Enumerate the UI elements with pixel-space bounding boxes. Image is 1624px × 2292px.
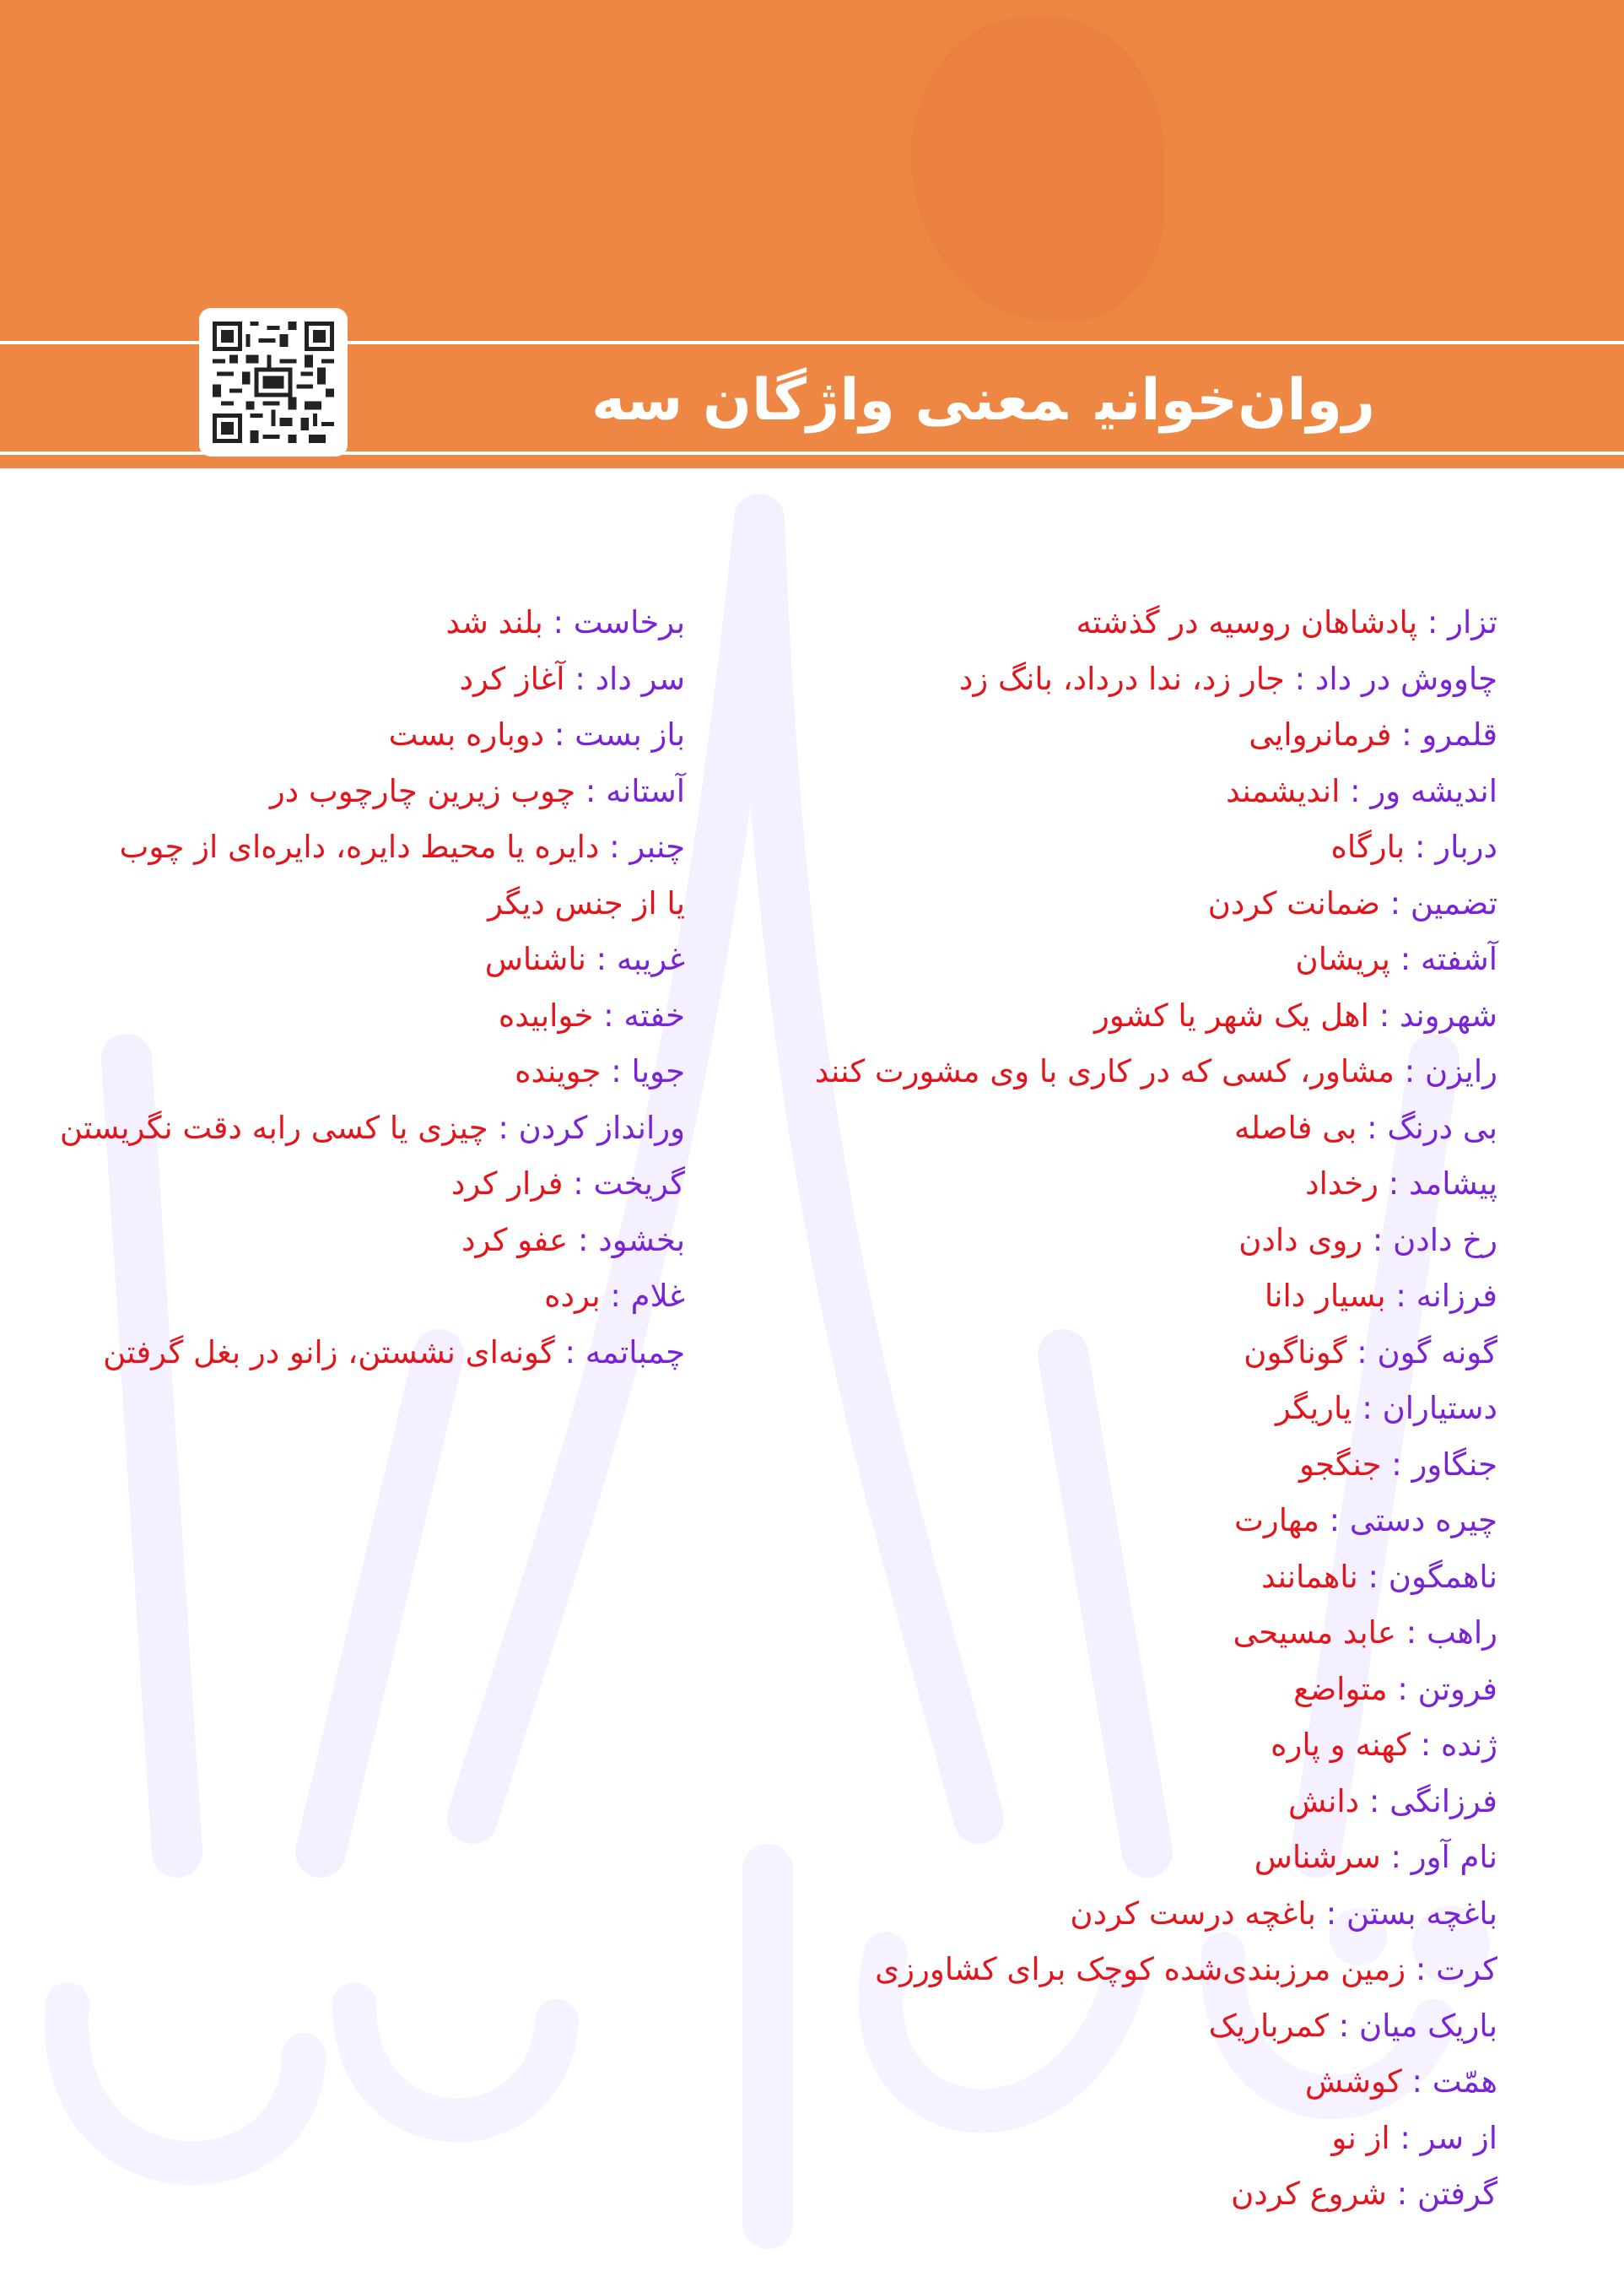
vocabulary-entry — [654, 1942, 1497, 1998]
term-separator: : — [1340, 772, 1371, 809]
vocabulary-definition: مشاور، کسی که در کاری با وی مشورت کنند — [814, 1053, 1395, 1089]
vocabulary-term: ناهمگون — [1388, 1558, 1497, 1595]
vocabulary-term: فرزانه — [1416, 1278, 1497, 1314]
term-separator: : — [488, 1109, 519, 1146]
vocabulary-entry — [10, 1325, 685, 1381]
term-separator: : — [1284, 660, 1315, 697]
vocabulary-column-right — [654, 595, 1497, 2223]
vocabulary-term: پیشامد — [1409, 1165, 1497, 1202]
term-separator: : — [1328, 2007, 1359, 2044]
term-separator: : — [1396, 1614, 1427, 1651]
vocabulary-entry — [10, 932, 685, 988]
vocabulary-definition: کهنه و پاره — [1271, 1727, 1411, 1763]
vocabulary-term: چیره دستی — [1349, 1502, 1497, 1538]
vocabulary-term: بخشود — [598, 1221, 685, 1258]
term-separator: : — [1405, 1951, 1437, 1987]
term-separator: : — [1386, 2176, 1417, 2212]
vocabulary-entry — [654, 2166, 1497, 2223]
vocabulary-definition: زمین مرزبندی‌شده کوچک برای کشاورزی — [875, 1951, 1406, 1987]
vocabulary-term: برخاست — [573, 604, 685, 641]
vocabulary-term: رایزن — [1424, 1053, 1497, 1089]
vocabulary-term: گرفتن — [1416, 2176, 1497, 2212]
vocabulary-entry — [654, 1213, 1497, 1269]
vocabulary-term: تزار — [1448, 604, 1497, 641]
term-separator: : — [564, 660, 596, 697]
term-separator: : — [1315, 1895, 1346, 1932]
term-separator: : — [1391, 716, 1422, 753]
vocabulary-definition: شروع کردن — [1231, 2176, 1387, 2212]
term-separator: : — [1389, 2119, 1421, 2156]
vocabulary-entry — [10, 1213, 685, 1269]
term-separator: : — [542, 604, 574, 641]
term-separator: : — [575, 772, 607, 809]
vocabulary-term: چنبر — [629, 829, 685, 865]
vocabulary-term: دربار — [1435, 829, 1497, 865]
vocabulary-term: سر داد — [595, 660, 685, 697]
vocabulary-term: فرزانگی — [1389, 1782, 1497, 1819]
vocabulary-definition: جنگجو — [1299, 1446, 1382, 1483]
vocabulary-definition: پریشان — [1295, 941, 1390, 977]
vocabulary-term: تضمین — [1410, 884, 1497, 922]
term-separator: : — [1319, 1502, 1350, 1538]
vocabulary-entry — [654, 876, 1497, 932]
vocabulary-entry — [10, 876, 685, 932]
vocabulary-term: کرت — [1436, 1951, 1497, 1987]
term-separator: : — [599, 829, 630, 865]
term-separator: : — [1389, 941, 1421, 977]
term-separator: : — [1417, 604, 1449, 641]
vocabulary-definition: متواضع — [1293, 1670, 1388, 1707]
term-separator: : — [600, 1278, 631, 1314]
term-separator: : — [1368, 997, 1400, 1034]
vocabulary-entry — [10, 764, 685, 820]
vocabulary-definition: چیزی یا کسی رابه دقت نگریستن — [59, 1109, 488, 1146]
vocabulary-definition: جار زد، ندا درداد، بانگ زد — [958, 660, 1285, 697]
vocabulary-definition: اندیشمند — [1226, 772, 1341, 809]
vocabulary-entry — [10, 1156, 685, 1213]
vocabulary-term: چاووش در داد — [1314, 660, 1497, 697]
term-separator: : — [568, 1221, 599, 1258]
vocabulary-entry — [654, 1493, 1497, 1549]
vocabulary-definition: کوشش — [1304, 2063, 1402, 2100]
term-separator: : — [601, 1053, 632, 1089]
vocabulary-entry — [654, 764, 1497, 820]
term-separator: : — [1379, 1165, 1410, 1202]
qr-code-icon[interactable] — [199, 308, 348, 457]
vocabulary-entry — [10, 1268, 685, 1325]
vocabulary-term: قلمرو — [1422, 716, 1497, 753]
vocabulary-entry — [654, 1100, 1497, 1157]
vocabulary-definition: بسیار دانا — [1264, 1278, 1386, 1314]
term-separator: : — [1352, 1390, 1383, 1426]
vocabulary-entry — [654, 1605, 1497, 1662]
vocabulary-term: گونه گون — [1377, 1333, 1497, 1370]
vocabulary-term: بی درنگ — [1387, 1109, 1497, 1146]
vocabulary-definition: جوینده — [515, 1053, 602, 1089]
vocabulary-entry — [654, 819, 1497, 876]
vocabulary-term: خفته — [623, 997, 685, 1034]
vocabulary-definition: گوناگون — [1244, 1333, 1347, 1370]
vocabulary-term: باغچه بستن — [1346, 1895, 1497, 1932]
vocabulary-definition: ضمانت کردن — [1207, 884, 1380, 922]
vocabulary-entry — [654, 1268, 1497, 1325]
term-separator: : — [1357, 1558, 1389, 1595]
vocabulary-definition: یا از جنس دیگر — [488, 884, 685, 922]
vocabulary-definition: یاریگر — [1276, 1390, 1352, 1426]
vocabulary-term: باز بست — [575, 716, 685, 753]
vocabulary-entry — [654, 1549, 1497, 1606]
vocabulary-entry — [654, 1662, 1497, 1718]
term-separator: : — [1385, 1278, 1416, 1314]
vocabulary-definition: بلند شد — [445, 604, 543, 641]
vocabulary-entry — [654, 595, 1497, 651]
term-separator: : — [585, 941, 617, 977]
term-separator: : — [1379, 884, 1411, 922]
vocabulary-column-left — [10, 595, 685, 1381]
term-separator: : — [1394, 1053, 1425, 1089]
vocabulary-term: آستانه — [606, 772, 685, 809]
vocabulary-term: از سر — [1420, 2119, 1497, 2156]
vocabulary-definition: دایره یا محیط دایره، دایره‌ای از چوب — [119, 829, 600, 865]
vocabulary-entry — [10, 707, 685, 764]
vocabulary-entry — [654, 1774, 1497, 1830]
vocabulary-definition: باغچه درست کردن — [1070, 1895, 1316, 1932]
vocabulary-definition: ناشناس — [484, 941, 586, 977]
term-separator: : — [1381, 1446, 1412, 1483]
header-banner — [0, 0, 1624, 527]
vocabulary-definition: چوب زیرین چارچوب در — [269, 772, 576, 809]
vocabulary-entry — [10, 595, 685, 651]
vocabulary-term: شهروند — [1399, 997, 1497, 1034]
vocabulary-entry — [10, 1100, 685, 1157]
vocabulary-term: جنگاور — [1411, 1446, 1497, 1483]
term-separator: : — [1380, 1839, 1411, 1875]
vocabulary-entry — [654, 988, 1497, 1045]
vocabulary-term: ژنده — [1441, 1727, 1497, 1763]
vocabulary-entry — [654, 932, 1497, 988]
vocabulary-definition: پادشاهان روسیه در گذشته — [1076, 604, 1418, 641]
vocabulary-entry — [654, 2054, 1497, 2111]
vocabulary-definition: بی فاصله — [1233, 1109, 1357, 1146]
vocabulary-definition: اهل یک شهر یا کشور — [1094, 997, 1369, 1034]
vocabulary-entry — [654, 2111, 1497, 2167]
header-decoration — [911, 17, 1164, 321]
page-title — [439, 354, 1375, 527]
term-separator: : — [1387, 1670, 1418, 1707]
term-separator: : — [1346, 1333, 1378, 1370]
vocabulary-entry — [654, 1886, 1497, 1943]
vocabulary-entry — [654, 1717, 1497, 1774]
term-separator: : — [1405, 829, 1436, 865]
vocabulary-definition: فرار کرد — [451, 1165, 564, 1202]
vocabulary-entry — [654, 1437, 1497, 1494]
vocabulary-term: باریک میان — [1358, 2007, 1497, 2044]
term-separator: : — [554, 1333, 585, 1370]
vocabulary-entry — [654, 651, 1497, 708]
vocabulary-definition: بارگاه — [1330, 829, 1405, 865]
vocabulary-definition: عابد مسیحی — [1233, 1614, 1396, 1651]
vocabulary-definition: مهارت — [1234, 1502, 1319, 1538]
vocabulary-term: غلام — [630, 1278, 685, 1314]
vocabulary-entry — [654, 1044, 1497, 1100]
vocabulary-term: آشفته — [1420, 941, 1497, 977]
term-separator: : — [1357, 1109, 1388, 1146]
vocabulary-term: فروتن — [1417, 1670, 1497, 1707]
vocabulary-definition: عفو کرد — [461, 1221, 569, 1258]
vocabulary-term: رخ دادن — [1393, 1221, 1497, 1258]
vocabulary-definition: برده — [544, 1278, 601, 1314]
vocabulary-definition: آغاز کرد — [459, 660, 565, 697]
vocabulary-entry — [10, 1044, 685, 1100]
term-separator: : — [1362, 1221, 1394, 1258]
vocabulary-entry — [10, 988, 685, 1045]
term-separator: : — [593, 997, 624, 1034]
title-topic: معنی واژگان سه پرسش — [591, 367, 1375, 527]
vocabulary-entry — [654, 707, 1497, 764]
vocabulary-definition: خوابیده — [498, 997, 594, 1034]
vocabulary-entry — [10, 819, 685, 876]
vocabulary-entry — [10, 651, 685, 708]
vocabulary-term: راهب — [1427, 1614, 1497, 1651]
vocabulary-entry — [654, 1325, 1497, 1381]
vocabulary-definition: فرمانروایی — [1249, 716, 1392, 753]
vocabulary-term: ورانداز کردن — [518, 1109, 685, 1146]
term-separator: : — [1401, 2063, 1432, 2100]
term-separator: : — [544, 716, 575, 753]
vocabulary-term: نام آور — [1411, 1839, 1497, 1875]
vocabulary-entry — [654, 1830, 1497, 1886]
vocabulary-term: چمباتمه — [585, 1333, 685, 1370]
vocabulary-entry — [654, 1156, 1497, 1213]
vocabulary-term: همّت — [1432, 2063, 1497, 2100]
vocabulary-definition: گونه‌ای نشستن، زانو در بغل گرفتن — [103, 1333, 555, 1370]
vocabulary-entry — [654, 1998, 1497, 2055]
vocabulary-entry — [654, 1381, 1497, 1437]
term-separator: : — [1359, 1782, 1390, 1819]
vocabulary-definition: کمرباریک — [1208, 2007, 1329, 2044]
vocabulary-definition: دانش — [1287, 1782, 1360, 1819]
term-separator: : — [1411, 1727, 1442, 1763]
vocabulary-term: جویا — [631, 1053, 685, 1089]
title-section-label: روان‌خوانی — [1095, 367, 1375, 434]
vocabulary-definition: دوباره بست — [388, 716, 545, 753]
vocabulary-definition: سرشناس — [1254, 1839, 1381, 1875]
vocabulary-definition: رخداد — [1305, 1165, 1379, 1202]
vocabulary-term: غریبه — [616, 941, 685, 977]
vocabulary-definition: ناهمانند — [1261, 1558, 1358, 1595]
vocabulary-definition: روی دادن — [1238, 1221, 1363, 1258]
vocabulary-term: اندیشه ور — [1370, 772, 1497, 809]
vocabulary-definition: از نو — [1331, 2119, 1390, 2156]
vocabulary-term: دستیاران — [1382, 1390, 1497, 1426]
vocabulary-term: گریخت — [593, 1165, 685, 1202]
term-separator: : — [563, 1165, 594, 1202]
